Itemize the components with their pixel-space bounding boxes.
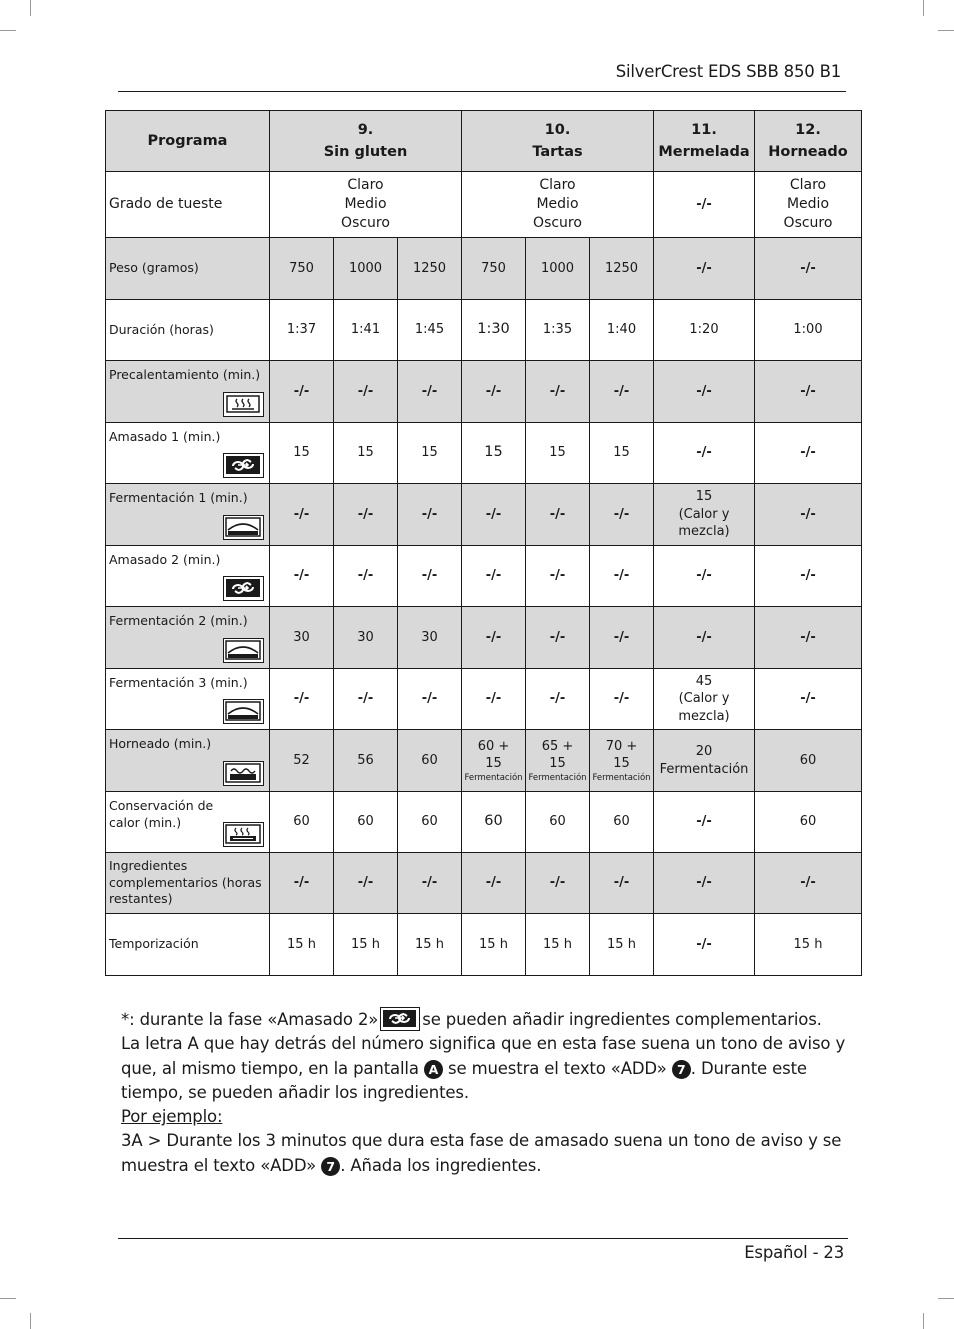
table-cell: 15 [398, 423, 462, 484]
table-row [106, 546, 862, 607]
table-cell: -/- [755, 484, 862, 546]
browning-options-9: Claro Medio Oscuro [270, 172, 462, 238]
table-row [106, 423, 862, 484]
page-footer: Español - 23 [744, 1243, 844, 1262]
row-label [106, 792, 270, 853]
table-cell: 30 [398, 607, 462, 669]
table-cell: -/- [526, 484, 590, 546]
table-row [106, 853, 862, 914]
table-cell: 1:20 [654, 300, 755, 361]
table-cell: -/- [398, 853, 462, 914]
crop-mark [0, 30, 16, 31]
row-label-text: Ingredientes complementarios (horas restantes) [109, 857, 262, 907]
table-cell: -/- [590, 853, 654, 914]
row-label [106, 853, 270, 914]
table-cell: 60 [462, 792, 526, 853]
table-cell: -/- [462, 669, 526, 730]
table-cell: 60 + 15 Fermentación [462, 730, 526, 792]
table-cell: -/- [398, 546, 462, 607]
row-label-text: Fermentación 1 (min.) [109, 490, 248, 505]
table-cell: 65 + 15 Fermentación [526, 730, 590, 792]
rise-icon [223, 699, 264, 724]
table-cell: 30 [270, 607, 334, 669]
table-cell: -/- [654, 607, 755, 669]
table-cell: 1000 [334, 238, 398, 300]
table-body [106, 238, 862, 976]
table-cell: 60 [590, 792, 654, 853]
table-cell: -/- [334, 853, 398, 914]
row-label [106, 361, 270, 423]
table-cell: -/- [590, 607, 654, 669]
browning-mermelada: -/- [654, 172, 755, 238]
row-label-text: Amasado 1 (min.) [109, 429, 221, 444]
table-cell: 15 [462, 423, 526, 484]
table-cell: -/- [755, 853, 862, 914]
row-label [106, 669, 270, 730]
table-cell: -/- [270, 669, 334, 730]
table-cell: -/- [270, 361, 334, 423]
crop-mark [30, 0, 31, 16]
table-cell: 45 (Calor y mezcla) [654, 669, 755, 730]
table-cell: 15 h [334, 914, 398, 976]
table-cell: -/- [654, 423, 755, 484]
bake-icon [223, 761, 264, 786]
table-cell: -/- [526, 607, 590, 669]
table-cell: -/- [654, 361, 755, 423]
table-cell: 750 [462, 238, 526, 300]
example-label: Por ejemplo: [121, 1107, 223, 1127]
note-paragraph-3: 3A > Durante los 3 minutos que dura esta fase de amasado suena un tono de aviso y se muestra el texto «ADD» 7 . Añada los ingredientes. [121, 1131, 842, 1175]
table-cell: -/- [654, 238, 755, 300]
row-label [106, 300, 270, 361]
program-12-header: 12. Horneado [755, 111, 862, 172]
table-cell: 1:37 [270, 300, 334, 361]
table-cell: 1:40 [590, 300, 654, 361]
table-cell: -/- [334, 484, 398, 546]
table-cell: -/- [270, 853, 334, 914]
keep-warm-icon [223, 822, 264, 847]
row-label-text: Fermentación 3 (min.) [109, 675, 248, 690]
table-cell: -/- [462, 853, 526, 914]
table-cell: -/- [590, 546, 654, 607]
table-row [106, 361, 862, 423]
table-cell: -/- [526, 853, 590, 914]
table-row [106, 914, 862, 976]
table-cell: 15 h [270, 914, 334, 976]
row-label-text: Conservación de calor (min.) [109, 798, 214, 830]
table-cell: -/- [755, 607, 862, 669]
table-cell: 15 h [526, 914, 590, 976]
table-row-browning [106, 172, 862, 238]
page-header-title: SilverCrest EDS SBB 850 B1 [615, 62, 841, 81]
table-cell: -/- [590, 669, 654, 730]
table-cell: -/- [270, 484, 334, 546]
row-label-text: Peso (gramos) [109, 260, 199, 276]
table-cell: -/- [462, 546, 526, 607]
row-label [106, 423, 270, 484]
program-10-header: 10. Tartas [462, 111, 654, 172]
row-label [106, 238, 270, 300]
table-cell: 1:41 [334, 300, 398, 361]
table-cell: -/- [590, 484, 654, 546]
table-cell: -/- [755, 361, 862, 423]
table-cell: -/- [654, 546, 755, 607]
table-cell: 1:35 [526, 300, 590, 361]
table-cell: 56 [334, 730, 398, 792]
table-cell: -/- [398, 361, 462, 423]
row-label: Grado de tueste [106, 172, 270, 238]
table-cell: 15 [270, 423, 334, 484]
preheat-icon [223, 392, 264, 417]
table-cell: 20 Fermentación [654, 730, 755, 792]
table-cell: 15 h [462, 914, 526, 976]
table-cell: -/- [334, 546, 398, 607]
row-label-text: Amasado 2 (min.) [109, 552, 221, 567]
row-label [106, 914, 270, 976]
table-cell: 15 [526, 423, 590, 484]
row-label [106, 607, 270, 669]
table-cell: 750 [270, 238, 334, 300]
table-cell: 15 h [398, 914, 462, 976]
crop-mark [938, 1298, 954, 1299]
rise-icon [223, 638, 264, 663]
crop-mark [923, 1313, 924, 1329]
display-marker-7-icon: 7 [672, 1060, 691, 1079]
table-cell: 30 [334, 607, 398, 669]
row-label-text: Temporización [109, 936, 199, 952]
table-cell: 1:45 [398, 300, 462, 361]
row-label [106, 484, 270, 546]
table-cell: 15 [334, 423, 398, 484]
table-cell: -/- [334, 361, 398, 423]
table-cell: -/- [270, 546, 334, 607]
table-row [106, 238, 862, 300]
table-cell: 1:30 [462, 300, 526, 361]
knead-icon [223, 453, 264, 478]
table-cell: -/- [755, 546, 862, 607]
knead-icon [380, 1007, 420, 1031]
table-cell: -/- [526, 546, 590, 607]
table-row [106, 792, 862, 853]
note-paragraph-2: La letra A que hay detrás del número significa que en esta fase suena un tono de aviso y que, al mismo tiempo, en la pantalla A se muestra el texto «ADD» 7 . Durante este tiempo, se pueden añadir los ingredientes. [121, 1034, 846, 1102]
row-label-text: Horneado (min.) [109, 736, 212, 751]
table-cell: 60 [270, 792, 334, 853]
rise-icon [223, 515, 264, 540]
display-marker-a-icon: A [424, 1060, 443, 1079]
table-cell: 60 [334, 792, 398, 853]
table-row [106, 730, 862, 792]
table-cell: -/- [462, 607, 526, 669]
program-header-cell: Programa [106, 111, 270, 172]
table-cell: -/- [654, 853, 755, 914]
crop-mark [923, 0, 924, 16]
table-cell: 70 + 15 Fermentación [590, 730, 654, 792]
table-cell: -/- [590, 361, 654, 423]
table-cell: 15 (Calor y mezcla) [654, 484, 755, 546]
table-cell: 60 [755, 730, 862, 792]
table-row [106, 300, 862, 361]
table-cell: -/- [398, 669, 462, 730]
row-label-text: Precalentamiento (min.) [109, 367, 261, 382]
table-row [106, 484, 862, 546]
browning-options-10: Claro Medio Oscuro [462, 172, 654, 238]
table-cell: 15 h [590, 914, 654, 976]
table-cell: 15 h [755, 914, 862, 976]
table-cell: -/- [654, 914, 755, 976]
table-cell: 1250 [398, 238, 462, 300]
row-label [106, 730, 270, 792]
table-cell: 60 [398, 730, 462, 792]
table-cell: 60 [398, 792, 462, 853]
table-cell: 60 [526, 792, 590, 853]
row-label-text: Duración (horas) [109, 321, 214, 337]
row-label [106, 546, 270, 607]
table-cell: 60 [755, 792, 862, 853]
note-line-1: *: durante la fase «Amasado 2» se pueden añadir ingredientes complementarios. [121, 1007, 853, 1032]
table-cell: -/- [755, 238, 862, 300]
crop-mark [0, 1298, 16, 1299]
table-row [106, 607, 862, 669]
browning-options-12: Claro Medio Oscuro [755, 172, 862, 238]
table-cell: -/- [755, 423, 862, 484]
crop-mark [938, 30, 954, 31]
table-cell: 1:00 [755, 300, 862, 361]
knead-icon [223, 576, 264, 601]
table-row [106, 669, 862, 730]
table-cell: -/- [462, 484, 526, 546]
notes-section [121, 1007, 853, 1178]
footer-divider [118, 1238, 848, 1239]
table-cell: -/- [526, 361, 590, 423]
program-table [105, 110, 862, 976]
table-cell: 52 [270, 730, 334, 792]
table-cell: 1250 [590, 238, 654, 300]
table-cell: -/- [654, 792, 755, 853]
table-cell: 1000 [526, 238, 590, 300]
table-cell: -/- [755, 669, 862, 730]
table-cell: -/- [526, 669, 590, 730]
program-9-header: 9. Sin gluten [270, 111, 462, 172]
table-cell: 15 [590, 423, 654, 484]
row-label-text: Fermentación 2 (min.) [109, 613, 248, 628]
table-cell: -/- [398, 484, 462, 546]
display-marker-7-icon: 7 [321, 1157, 340, 1176]
crop-mark [30, 1313, 31, 1329]
table-cell: -/- [334, 669, 398, 730]
program-11-header: 11. Mermelada [654, 111, 755, 172]
table-header-row [106, 111, 862, 172]
table-cell: -/- [462, 361, 526, 423]
header-divider [118, 91, 846, 92]
